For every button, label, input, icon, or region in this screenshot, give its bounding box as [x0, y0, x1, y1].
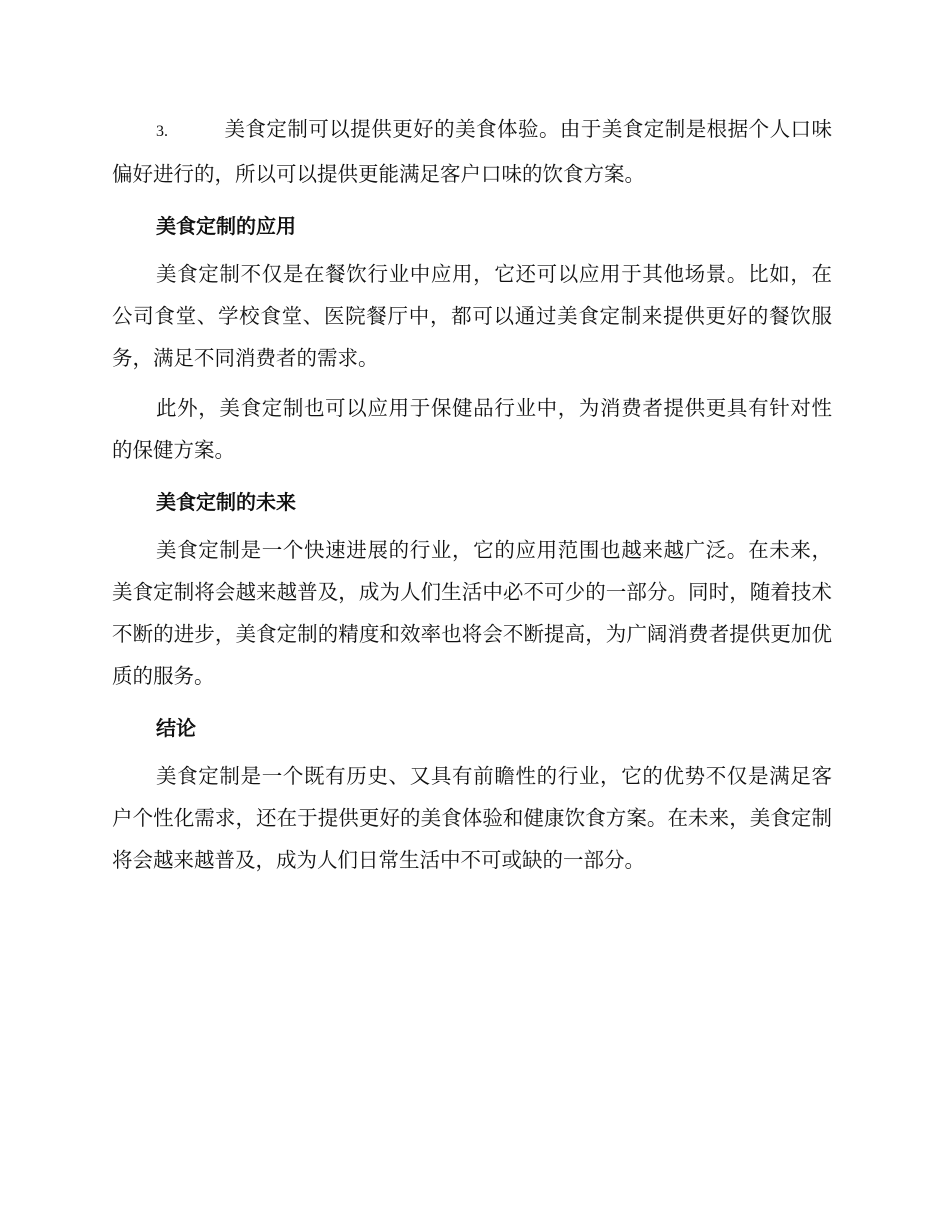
list-item-text: 美食定制可以提供更好的美食体验。由于美食定制是根据个人口味偏好进行的，所以可以提供更能满足客户口味的饮食方案。: [112, 117, 832, 186]
paragraph-application-2: 此外，美食定制也可以应用于保健品行业中，为消费者提供更具有针对性的保健方案。: [112, 396, 832, 462]
section-heading-future: 美食定制的未来: [156, 490, 296, 514]
list-item-number: 3.: [156, 123, 168, 140]
paragraph-future-1: 美食定制是一个快速进展的行业，它的应用范围也越来越广泛。在未来，美食定制将会越来越普及，成为人们生活中必不可少的一部分。同时，随着技术不断的进步，美食定制的精度和效率也将会不断提高，为广阔消费者提供更加优质的服务。: [112, 538, 832, 688]
section-heading-conclusion: 结论: [156, 716, 196, 740]
list-item-3: [112, 108, 832, 195]
paragraph-application-1: 美食定制不仅是在餐饮行业中应用，它还可以应用于其他场景。比如，在公司食堂、学校食堂、医院餐厅中，都可以通过美食定制来提供更好的餐饮服务，满足不同消费者的需求。: [112, 262, 832, 370]
section-heading-application: 美食定制的应用: [156, 214, 296, 238]
document-page: [112, 108, 832, 889]
paragraph-conclusion-1: 美食定制是一个既有历史、又具有前瞻性的行业，它的优势不仅是满足客户个性化需求，还在于提供更好的美食体验和健康饮食方案。在未来，美食定制将会越来越普及，成为人们日常生活中不可或缺的一部分。: [112, 764, 832, 872]
